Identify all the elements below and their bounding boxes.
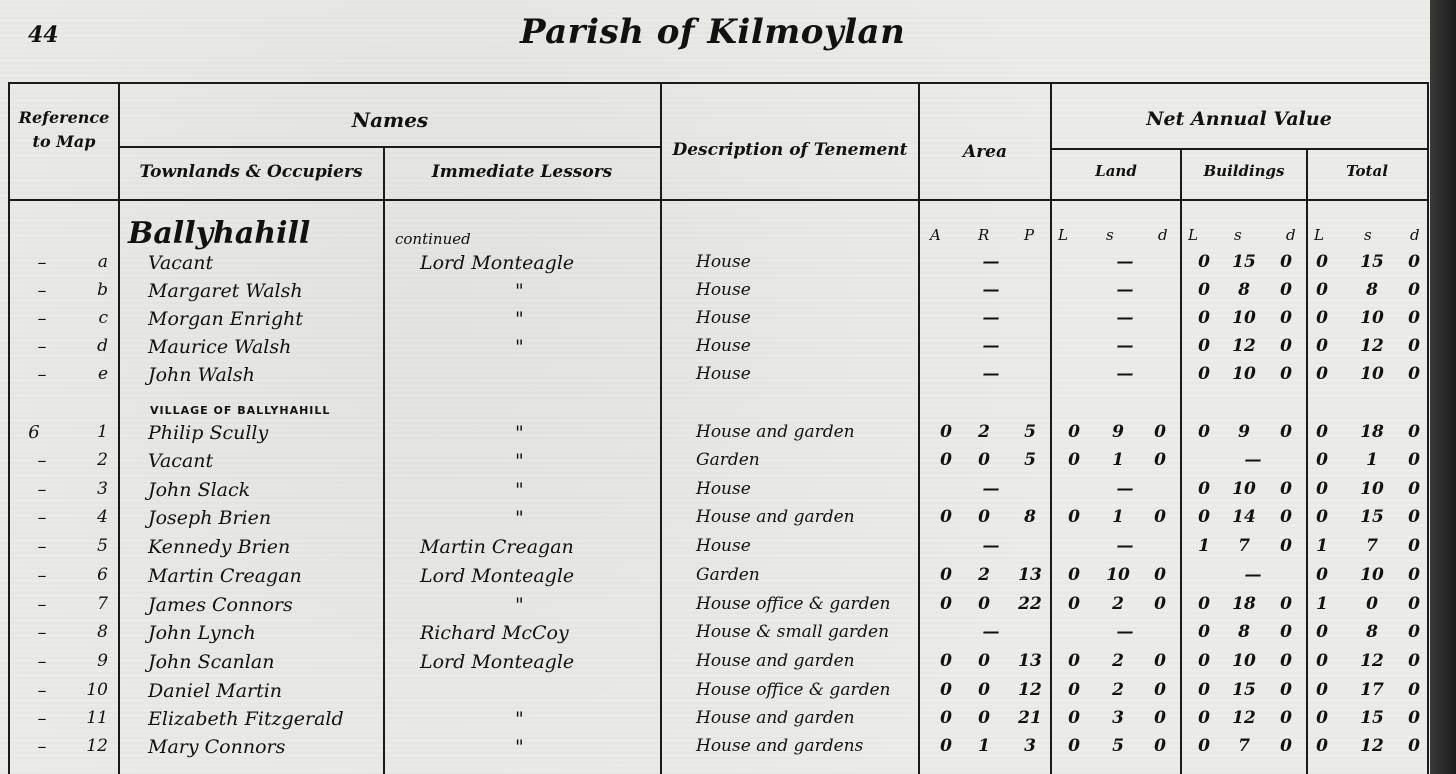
ditto-dash: – <box>37 450 47 471</box>
header-buildings: Buildings <box>1203 162 1285 180</box>
buildings-value: 0 <box>1280 252 1292 272</box>
buildings-value: 0 <box>1198 594 1210 614</box>
total-value: 15 <box>1360 708 1384 728</box>
tenement-description: Garden <box>696 565 760 585</box>
subheader-rule-names <box>118 146 660 148</box>
buildings-value: 14 <box>1232 507 1256 527</box>
land-value: 0 <box>1068 565 1080 585</box>
buildings-value: 0 <box>1280 680 1292 700</box>
land-value: 2 <box>1112 594 1124 614</box>
ditto-dash: – <box>37 252 47 273</box>
area-value: 0 <box>940 507 952 527</box>
occupier-name: John Scanlan <box>148 651 275 673</box>
lessor-name: " <box>515 736 524 758</box>
ditto-dash: – <box>37 736 47 757</box>
total-value: 1 <box>1366 450 1378 470</box>
total-value: 12 <box>1360 651 1384 671</box>
buildings-value: 0 <box>1280 479 1292 499</box>
reference-letter: 5 <box>97 536 108 556</box>
unit-land-s: s <box>1106 226 1114 244</box>
total-value: 0 <box>1408 364 1420 384</box>
area-value: 0 <box>940 565 952 585</box>
buildings-value: 0 <box>1198 651 1210 671</box>
buildings-value: 1 <box>1198 536 1210 556</box>
townland-name: Ballyhahill <box>128 216 311 251</box>
ditto-dash: – <box>37 565 47 586</box>
tenement-description: House <box>696 336 751 356</box>
occupier-name: Joseph Brien <box>148 507 272 529</box>
land-value: 9 <box>1112 422 1124 442</box>
reference-letter: a <box>97 252 108 272</box>
buildings-value: 10 <box>1232 364 1256 384</box>
table-top-rule <box>8 82 1428 84</box>
land-value: 0 <box>1068 651 1080 671</box>
occupier-name: Margaret Walsh <box>148 280 303 302</box>
area-value: 12 <box>1018 680 1042 700</box>
occupier-name: James Connors <box>148 594 293 616</box>
total-value: 18 <box>1360 422 1384 442</box>
buildings-value: 15 <box>1232 680 1256 700</box>
total-value: 0 <box>1408 422 1420 442</box>
occupier-name: Kennedy Brien <box>148 536 291 558</box>
reference-letter: b <box>97 280 108 300</box>
total-value: 0 <box>1408 594 1420 614</box>
occupier-name: Elizabeth Fitzgerald <box>148 708 344 730</box>
area-dash: — <box>982 536 1000 556</box>
ditto-dash: – <box>37 308 47 329</box>
total-value: 0 <box>1408 708 1420 728</box>
occupier-name: Daniel Martin <box>148 680 283 702</box>
total-value: 0 <box>1316 651 1328 671</box>
buildings-value: 0 <box>1198 364 1210 384</box>
land-value: 0 <box>1068 450 1080 470</box>
total-value: 0 <box>1408 336 1420 356</box>
occupier-name: John Slack <box>148 479 251 501</box>
area-value: 2 <box>978 422 990 442</box>
total-value: 0 <box>1408 507 1420 527</box>
header-land: Land <box>1095 162 1137 180</box>
header-bottom-rule <box>8 199 1428 201</box>
area-value: 0 <box>978 594 990 614</box>
land-value: 1 <box>1112 450 1124 470</box>
area-dash: — <box>982 308 1000 328</box>
buildings-value: 0 <box>1198 622 1210 642</box>
header-area: Area <box>963 142 1007 162</box>
buildings-value: 8 <box>1238 280 1250 300</box>
total-value: 0 <box>1408 651 1420 671</box>
land-value: 0 <box>1068 680 1080 700</box>
total-value: 0 <box>1316 736 1328 756</box>
land-dash: — <box>1116 280 1134 300</box>
buildings-value: 7 <box>1238 536 1250 556</box>
area-dash: — <box>982 336 1000 356</box>
total-value: 0 <box>1316 252 1328 272</box>
lessor-name: " <box>515 422 524 444</box>
rule-area <box>1050 82 1052 774</box>
occupier-name: Vacant <box>148 252 214 274</box>
land-value: 0 <box>1068 507 1080 527</box>
buildings-value: 10 <box>1232 651 1256 671</box>
buildings-value: 0 <box>1198 479 1210 499</box>
tenement-description: House <box>696 536 751 556</box>
ditto-dash: – <box>37 680 47 701</box>
tenement-description: House <box>696 252 751 272</box>
land-value: 0 <box>1154 422 1166 442</box>
total-value: 15 <box>1360 252 1384 272</box>
total-value: 8 <box>1366 622 1378 642</box>
land-value: 0 <box>1154 565 1166 585</box>
ditto-dash: – <box>37 708 47 729</box>
total-value: 0 <box>1316 622 1328 642</box>
rule-left <box>8 82 10 774</box>
total-value: 10 <box>1360 308 1384 328</box>
buildings-value: 0 <box>1198 308 1210 328</box>
total-value: 0 <box>1316 680 1328 700</box>
total-value: 8 <box>1366 280 1378 300</box>
tenement-description: House <box>696 308 751 328</box>
buildings-value: 7 <box>1238 736 1250 756</box>
total-value: 0 <box>1408 565 1420 585</box>
land-dash: — <box>1116 479 1134 499</box>
total-value: 12 <box>1360 736 1384 756</box>
ditto-dash: – <box>37 622 47 643</box>
land-value: 0 <box>1154 594 1166 614</box>
header-description: Description of Tenement <box>672 140 908 160</box>
continued-note: continued <box>395 230 471 248</box>
total-value: 0 <box>1408 622 1420 642</box>
rule-description <box>918 82 920 774</box>
area-value: 0 <box>978 651 990 671</box>
land-value: 0 <box>1154 651 1166 671</box>
buildings-value: 0 <box>1198 280 1210 300</box>
unit-area-r: R <box>978 226 990 244</box>
buildings-value: 18 <box>1232 594 1256 614</box>
ditto-dash: – <box>37 507 47 528</box>
rule-lessors <box>660 82 662 774</box>
total-value: 0 <box>1316 565 1328 585</box>
lessor-name: " <box>515 450 524 472</box>
land-dash: — <box>1116 536 1134 556</box>
lessor-name: " <box>515 479 524 501</box>
total-value: 0 <box>1408 536 1420 556</box>
area-value: 2 <box>978 565 990 585</box>
reference-letter: 4 <box>97 507 108 527</box>
tenement-description: House <box>696 479 751 499</box>
tenement-description: Garden <box>696 450 760 470</box>
buildings-value: 0 <box>1280 364 1292 384</box>
reference-letter: 3 <box>97 479 108 499</box>
area-value: 1 <box>978 736 990 756</box>
total-value: 17 <box>1360 680 1384 700</box>
area-value: 0 <box>940 680 952 700</box>
buildings-value: 0 <box>1198 507 1210 527</box>
tenement-description: House and garden <box>696 422 855 442</box>
unit-total-s: s <box>1364 226 1372 244</box>
land-dash: — <box>1116 622 1134 642</box>
area-value: 8 <box>1024 507 1036 527</box>
reference-letter: e <box>97 364 108 384</box>
reference-letter: 6 <box>97 565 108 585</box>
total-value: 1 <box>1316 536 1328 556</box>
total-value: 0 <box>1316 708 1328 728</box>
land-value: 0 <box>1154 736 1166 756</box>
reference-letter: 2 <box>97 450 108 470</box>
occupier-name: Mary Connors <box>148 736 286 758</box>
total-value: 7 <box>1366 536 1378 556</box>
area-value: 13 <box>1018 565 1042 585</box>
land-dash: — <box>1116 252 1134 272</box>
buildings-value: 0 <box>1280 622 1292 642</box>
land-value: 1 <box>1112 507 1124 527</box>
land-value: 0 <box>1154 680 1166 700</box>
area-value: 0 <box>940 594 952 614</box>
land-value: 0 <box>1154 708 1166 728</box>
total-value: 0 <box>1408 308 1420 328</box>
occupier-name: Morgan Enright <box>148 308 304 330</box>
total-value: 0 <box>1408 252 1420 272</box>
tenement-description: House and garden <box>696 708 855 728</box>
reference-letter: 10 <box>86 680 108 700</box>
ditto-dash: – <box>37 651 47 672</box>
total-value: 10 <box>1360 565 1384 585</box>
unit-buildings-s: s <box>1234 226 1242 244</box>
area-value: 0 <box>978 680 990 700</box>
land-value: 0 <box>1154 450 1166 470</box>
header-net-annual-value: Net Annual Value <box>1146 108 1332 130</box>
land-dash: — <box>1116 364 1134 384</box>
unit-buildings-l: L <box>1188 226 1198 244</box>
area-value: 0 <box>940 708 952 728</box>
land-value: 10 <box>1106 565 1130 585</box>
land-dash: — <box>1116 308 1134 328</box>
tenement-description: House <box>696 280 751 300</box>
buildings-value: 0 <box>1198 422 1210 442</box>
unit-land-l: L <box>1058 226 1068 244</box>
area-value: 3 <box>1024 736 1036 756</box>
total-value: 0 <box>1316 364 1328 384</box>
land-value: 0 <box>1068 594 1080 614</box>
total-value: 0 <box>1408 450 1420 470</box>
ditto-dash: – <box>37 364 47 385</box>
reference-letter: c <box>98 308 108 328</box>
tenement-description: House office & garden <box>696 680 891 700</box>
buildings-value: 0 <box>1198 708 1210 728</box>
ditto-dash: – <box>37 594 47 615</box>
area-dash: — <box>982 280 1000 300</box>
unit-area-a: A <box>930 226 941 244</box>
ditto-dash: – <box>37 536 47 557</box>
lessor-name: Lord Monteagle <box>420 252 575 274</box>
rule-right <box>1427 82 1429 774</box>
buildings-value: 0 <box>1280 708 1292 728</box>
total-value: 12 <box>1360 336 1384 356</box>
lessor-name: Lord Monteagle <box>420 565 575 587</box>
buildings-value: 0 <box>1280 651 1292 671</box>
area-value: 0 <box>978 450 990 470</box>
area-value: 0 <box>940 651 952 671</box>
tenement-description: House and garden <box>696 507 855 527</box>
area-value: 5 <box>1024 450 1036 470</box>
lessor-name: " <box>515 708 524 730</box>
total-value: 0 <box>1408 680 1420 700</box>
buildings-value: 0 <box>1280 336 1292 356</box>
occupier-name: Philip Scully <box>148 422 269 444</box>
land-value: 2 <box>1112 680 1124 700</box>
tenement-description: House <box>696 364 751 384</box>
reference-letter: 8 <box>97 622 108 642</box>
reference-letter: 1 <box>97 422 108 442</box>
area-value: 21 <box>1018 708 1042 728</box>
ditto-dash: – <box>37 280 47 301</box>
header-names: Names <box>351 108 429 132</box>
occupier-name: Martin Creagan <box>148 565 302 587</box>
subheader-rule-value <box>1050 148 1428 150</box>
area-value: 0 <box>978 708 990 728</box>
occupier-name: John Walsh <box>148 364 255 386</box>
page-title: Parish of Kilmoylan <box>520 12 906 52</box>
total-value: 0 <box>1316 280 1328 300</box>
lessor-name: Lord Monteagle <box>420 651 575 673</box>
area-value: 22 <box>1018 594 1042 614</box>
header-immediate-lessors: Immediate Lessors <box>431 162 613 182</box>
area-dash: — <box>982 364 1000 384</box>
unit-buildings-d: d <box>1286 226 1296 244</box>
land-value: 0 <box>1068 736 1080 756</box>
buildings-value: 0 <box>1280 308 1292 328</box>
tenement-description: House office & garden <box>696 594 891 614</box>
total-value: 0 <box>1408 280 1420 300</box>
area-value: 5 <box>1024 422 1036 442</box>
map-number: 6 <box>28 422 40 443</box>
area-value: 0 <box>940 736 952 756</box>
village-heading: VILLAGE OF BALLYHAHILL <box>150 404 331 417</box>
total-value: 0 <box>1316 450 1328 470</box>
area-value: 0 <box>978 507 990 527</box>
total-value: 0 <box>1408 736 1420 756</box>
buildings-value: 0 <box>1198 680 1210 700</box>
total-value: 10 <box>1360 479 1384 499</box>
lessor-name: " <box>515 280 524 302</box>
buildings-value: 0 <box>1280 536 1292 556</box>
total-value: 0 <box>1408 479 1420 499</box>
buildings-value: 9 <box>1238 422 1250 442</box>
unit-land-d: d <box>1158 226 1168 244</box>
unit-total-l: L <box>1314 226 1324 244</box>
buildings-value: 10 <box>1232 479 1256 499</box>
total-value: 0 <box>1316 336 1328 356</box>
buildings-value: 0 <box>1198 736 1210 756</box>
rule-occupiers <box>383 146 385 774</box>
tenement-description: House and garden <box>696 651 855 671</box>
buildings-dash: — <box>1244 565 1262 585</box>
buildings-value: 0 <box>1280 594 1292 614</box>
buildings-value: 0 <box>1280 736 1292 756</box>
land-value: 3 <box>1112 708 1124 728</box>
rule-ref <box>118 82 120 774</box>
ditto-dash: – <box>37 479 47 500</box>
total-value: 0 <box>1316 308 1328 328</box>
lessor-name: " <box>515 594 524 616</box>
reference-letter: 11 <box>86 708 108 728</box>
lessor-name: Richard McCoy <box>420 622 569 644</box>
area-value: 0 <box>940 422 952 442</box>
unit-area-p: P <box>1024 226 1035 244</box>
buildings-value: 8 <box>1238 622 1250 642</box>
buildings-value: 12 <box>1232 708 1256 728</box>
area-value: 0 <box>940 450 952 470</box>
occupier-name: John Lynch <box>148 622 256 644</box>
buildings-value: 15 <box>1232 252 1256 272</box>
occupier-name: Maurice Walsh <box>148 336 292 358</box>
header-total: Total <box>1346 162 1388 180</box>
header-reference: Reference to Map <box>18 108 110 151</box>
header-townlands-occupiers: Townlands & Occupiers <box>139 162 363 182</box>
reference-letter: 9 <box>97 651 108 671</box>
total-value: 0 <box>1316 479 1328 499</box>
buildings-value: 0 <box>1280 280 1292 300</box>
page-edge <box>1430 0 1456 774</box>
buildings-value: 0 <box>1280 422 1292 442</box>
buildings-value: 0 <box>1198 252 1210 272</box>
area-dash: — <box>982 252 1000 272</box>
land-value: 0 <box>1068 708 1080 728</box>
area-value: 13 <box>1018 651 1042 671</box>
rule-land <box>1180 148 1182 774</box>
tenement-description: House & small garden <box>696 622 890 642</box>
total-value: 10 <box>1360 364 1384 384</box>
reference-letter: d <box>97 336 108 356</box>
lessor-name: " <box>515 336 524 358</box>
land-value: 5 <box>1112 736 1124 756</box>
reference-letter: 12 <box>86 736 108 756</box>
lessor-name: " <box>515 507 524 529</box>
area-dash: — <box>982 479 1000 499</box>
tenement-description: House and gardens <box>696 736 864 756</box>
total-value: 0 <box>1316 422 1328 442</box>
land-value: 0 <box>1154 507 1166 527</box>
rule-buildings <box>1306 148 1308 774</box>
land-value: 0 <box>1068 422 1080 442</box>
buildings-value: 0 <box>1198 336 1210 356</box>
area-dash: — <box>982 622 1000 642</box>
land-dash: — <box>1116 336 1134 356</box>
lessor-name: " <box>515 308 524 330</box>
buildings-value: 12 <box>1232 336 1256 356</box>
reference-letter: 7 <box>97 594 108 614</box>
total-value: 15 <box>1360 507 1384 527</box>
total-value: 1 <box>1316 594 1328 614</box>
buildings-dash: — <box>1244 450 1262 470</box>
total-value: 0 <box>1366 594 1378 614</box>
ditto-dash: – <box>37 336 47 357</box>
unit-total-d: d <box>1410 226 1420 244</box>
land-value: 2 <box>1112 651 1124 671</box>
lessor-name: Martin Creagan <box>420 536 574 558</box>
buildings-value: 0 <box>1280 507 1292 527</box>
page-number: 44 <box>28 22 59 48</box>
buildings-value: 10 <box>1232 308 1256 328</box>
occupier-name: Vacant <box>148 450 214 472</box>
total-value: 0 <box>1316 507 1328 527</box>
